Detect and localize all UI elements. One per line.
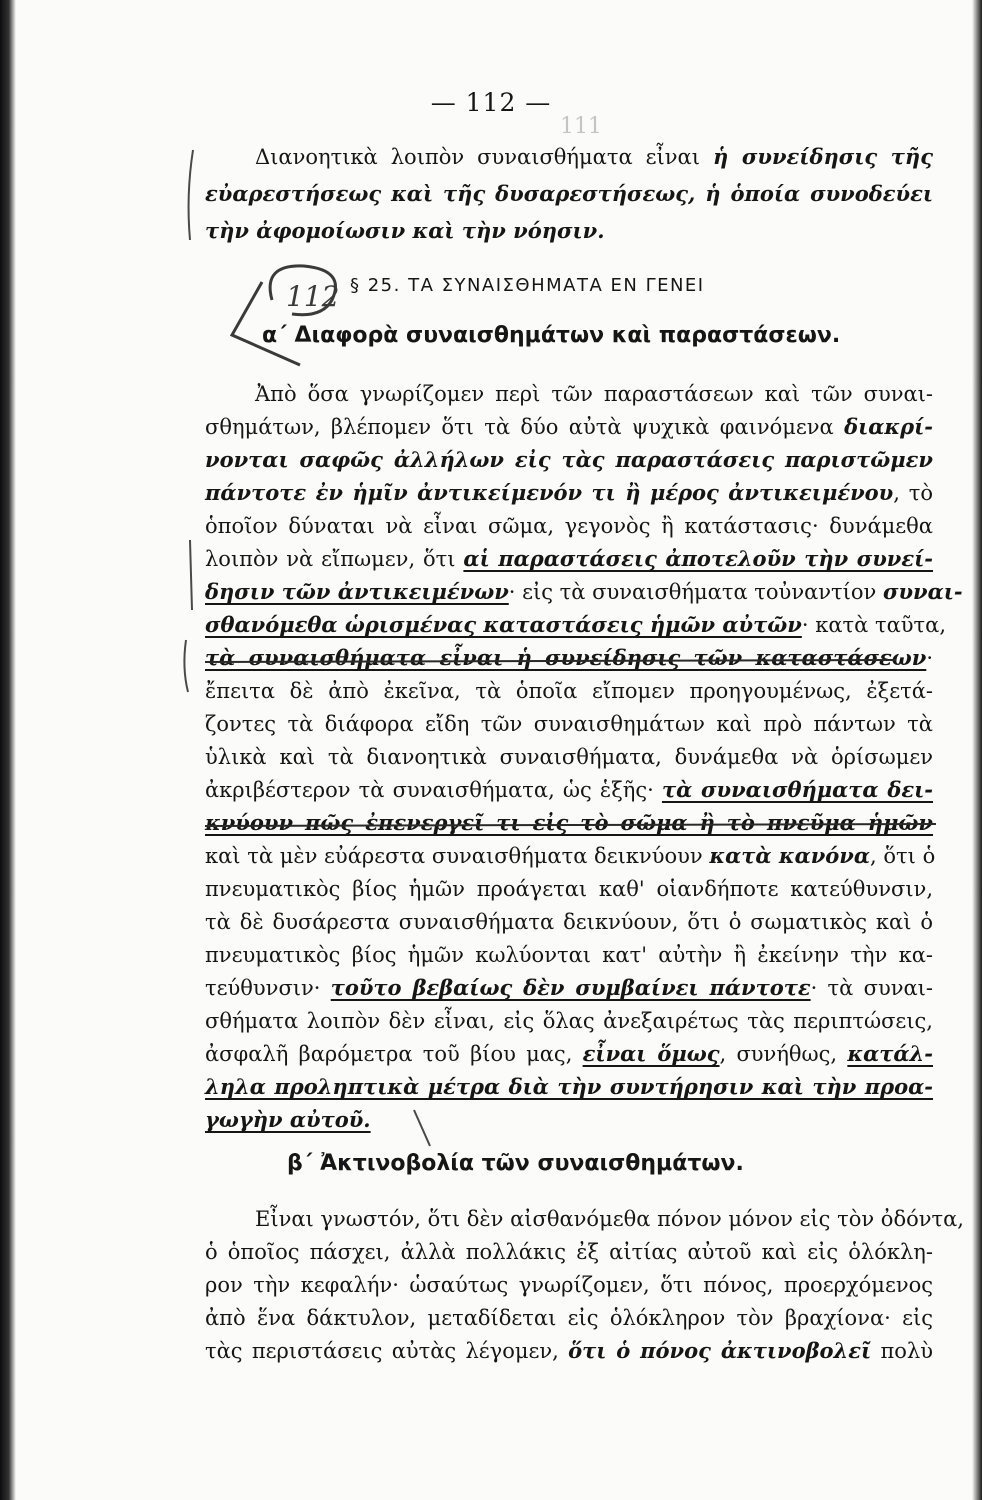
text-line [205, 479, 933, 507]
text-line [205, 743, 933, 771]
text-line [205, 180, 933, 208]
text-run: ζοντες τὰ διάφορα εἴδη τῶν συναισθημάτων καὶ πρὸ πάντων τὰ [205, 712, 933, 736]
text-run: σθημάτων, βλέπομεν ὅτι τὰ δύο αὐτὰ ψυχικὰ φαινόμενα [205, 415, 845, 439]
text-run: εἶναι ὅμως [582, 1041, 720, 1066]
text-line [205, 677, 933, 705]
subsection-a-title: Διαφορὰ συναισθημάτων καὶ παραστάσεων. [294, 323, 841, 348]
text-run: ἀσφαλῆ βαρόμετρα τοῦ βίου μας, [205, 1042, 583, 1066]
binding-shadow-left [0, 0, 16, 1500]
text-run: νονται σαφῶς ἀλλήλων εἰς τὰς παραστάσεις παριστῶμεν [205, 447, 933, 472]
text-run: ρον τὴν κεφαλήν· ὡσαύτως γνωρίζομεν, ὅτι πόνος, προερχόμενος [205, 1273, 933, 1297]
text-line [205, 1304, 933, 1332]
subsection-b-heading [287, 1150, 744, 1178]
text-run: Ἀπὸ ὅσα γνωρίζομεν περὶ τῶν παραστάσεων καὶ τῶν συναι- [255, 382, 933, 406]
text-line [205, 1337, 933, 1365]
text-run: Εἶναι γνωστόν, ὅτι δὲν αἰσθανόμεθα πόνον μόνον εἰς τὸν ὀδόντα, [255, 1207, 964, 1231]
text-run: κατάλ- [847, 1041, 933, 1066]
section-header: § 25. ΤΑ ΣΥΝΑΙΣΘΗΜΑΤΑ ΕΝ ΓΕΝΕΙ [350, 275, 705, 296]
text-run: λοιπὸν νὰ εἴπωμεν, ὅτι [205, 547, 464, 571]
text-run: ἀπὸ ἕνα δάκτυλον, μεταδίδεται εἰς ὁλόκληρον τὸν βραχίονα· εἰς [205, 1306, 933, 1330]
text-run: ὑλικὰ καὶ τὰ διανοητικὰ συναισθήματα, δυνάμεθα νὰ ὁρίσωμεν [205, 745, 933, 769]
text-run: ἀκριβέστερον τὰ συναισθήματα, ὡς ἑξῆς· [205, 778, 662, 802]
text-run: · [926, 646, 933, 670]
text-run: , τὸ [893, 481, 933, 505]
text-line [255, 1205, 964, 1233]
margin-note: 112 [286, 280, 340, 313]
text-line [205, 644, 933, 672]
text-run: δησιν τῶν ἀντικειμένων [205, 579, 509, 604]
page-edge-right [972, 0, 982, 1500]
margin-bracket-intro [189, 150, 193, 240]
text-run: κνύουν πῶς ἐπενεργεῖ τι εἰς τὸ σῶμα ἢ τὸ πνεῦμα ἡμῶν [205, 810, 933, 835]
text-run: αἱ παραστάσεις ἀποτελοῦν τὴν συνεί- [463, 546, 933, 571]
text-line [205, 611, 947, 639]
text-run: · κατὰ ταῦτα, [801, 613, 947, 637]
text-run: πάντοτε ἐν ἡμῖν ἀντικείμενόν τι ἢ μέρος ἀντικειμένου [205, 480, 894, 505]
text-run: πολὺ [871, 1339, 933, 1363]
text-run: · τὰ συναι- [810, 976, 933, 1000]
subsection-b-title: Ἀκτινοβολία τῶν συναισθημάτων. [320, 1151, 744, 1176]
text-run: πνευματικὸς βίος ἡμῶν προάγεται καθ' οἱανδήποτε κατεύθυνσιν, [205, 877, 933, 901]
text-line [255, 143, 933, 171]
text-line [205, 908, 933, 936]
text-run: τὰ δὲ δυσάρεστα συναισθήματα δεικνύουν, ὅτι ὁ σωματικὸς καὶ ὁ [205, 910, 933, 934]
text-run: τεύθυνσιν· [205, 976, 331, 1000]
subsection-a-heading [262, 322, 840, 350]
text-line [205, 875, 933, 903]
text-run: , ὅτι ὁ [870, 844, 936, 868]
page-number: — 112 — [430, 88, 552, 117]
text-line [205, 1040, 933, 1068]
text-run: Διανοητικὰ λοιπὸν συναισθήματα εἶναι [255, 145, 713, 169]
text-run: , συνήθως, [719, 1042, 848, 1066]
text-run: ληλα προληπτικὰ μέτρα διὰ τὴν συντήρησιν καὶ τὴν προα- [205, 1074, 933, 1099]
margin-bracket-paragraph-2 [184, 640, 188, 692]
text-line [205, 1271, 933, 1299]
text-run: τὰς περιστάσεις αὐτὰς λέγομεν, [205, 1339, 569, 1363]
text-run: ἔπειτα δὲ ἀπὸ ἐκεῖνα, τὰ ὁποῖα εἴπομεν προηγουμένως, ἐξετά- [205, 679, 933, 703]
text-run: ἡ συνείδησις τῆς [712, 144, 933, 169]
text-run: πνευματικὸς βίος ἡμῶν κωλύονται κατ' αὐτὴν ἢ ἐκείνην τὴν κα- [205, 943, 933, 967]
text-run: τὰ συναισθήματα εἶναι ἡ συνείδησις τῶν καταστάσεων [205, 645, 927, 670]
text-line [205, 974, 933, 1002]
text-run: · εἰς τὰ συναισθήματα τοὐναντίον [508, 580, 883, 604]
subsection-b-marker: β΄ [287, 1151, 313, 1176]
text-line [205, 578, 963, 606]
text-line [205, 941, 933, 969]
text-line [205, 446, 933, 474]
text-run: συναι- [882, 579, 963, 604]
text-run: τὰ συναισθήματα δει- [661, 777, 933, 802]
text-run: ὁ ὁποῖος πάσχει, ἀλλὰ πολλάκις ἐξ αἰτίας αὐτοῦ καὶ εἰς ὁλόκλη- [205, 1240, 933, 1264]
text-run: ὅτι ὁ πόνος ἀκτινοβολεῖ [568, 1338, 872, 1363]
text-line [205, 217, 933, 245]
text-line [205, 512, 933, 540]
text-line [205, 1106, 933, 1134]
text-run: διακρί- [844, 414, 933, 439]
text-run: εὐαρεστήσεως καὶ τῆς δυσαρεστήσεως, ἡ ὁποία συνοδεύει [205, 181, 933, 206]
circle-mark [270, 266, 335, 315]
text-run: τοῦτο βεβαίως δὲν συμβαίνει πάντοτε [330, 975, 811, 1000]
text-line [205, 842, 936, 870]
text-run: ὁποῖον δύναται νὰ εἶναι σῶμα, γεγονὸς ἢ κατάστασις· δυνάμεθα [205, 514, 933, 538]
text-line [205, 809, 933, 837]
text-line [205, 545, 933, 573]
text-run: κατὰ κανόνα [709, 843, 871, 868]
text-line [205, 710, 933, 738]
text-run: σθανόμεθα ὡρισμένας καταστάσεις ἡμῶν αὐτῶν [205, 612, 802, 637]
text-line [255, 380, 933, 408]
text-line [205, 1073, 933, 1101]
text-line [205, 1238, 933, 1266]
text-line [205, 776, 933, 804]
text-line [205, 413, 933, 441]
margin-bracket-paragraph [190, 540, 192, 610]
text-run: καὶ τὰ μὲν εὐάρεστα συναισθήματα δεικνύουν [205, 844, 710, 868]
bleed-through-page-number: 111 [560, 114, 602, 139]
text-run: τὴν ἀφομοίωσιν καὶ τὴν νόησιν. [205, 218, 605, 243]
subsection-a-marker: α΄ [262, 323, 287, 348]
text-line [205, 1007, 933, 1035]
text-run: σθήματα λοιπὸν δὲν εἶναι, εἰς ὅλας ἀνεξαιρέτως τὰς περιπτώσεις, [205, 1009, 933, 1033]
text-run: γωγὴν αὐτοῦ. [205, 1107, 371, 1132]
